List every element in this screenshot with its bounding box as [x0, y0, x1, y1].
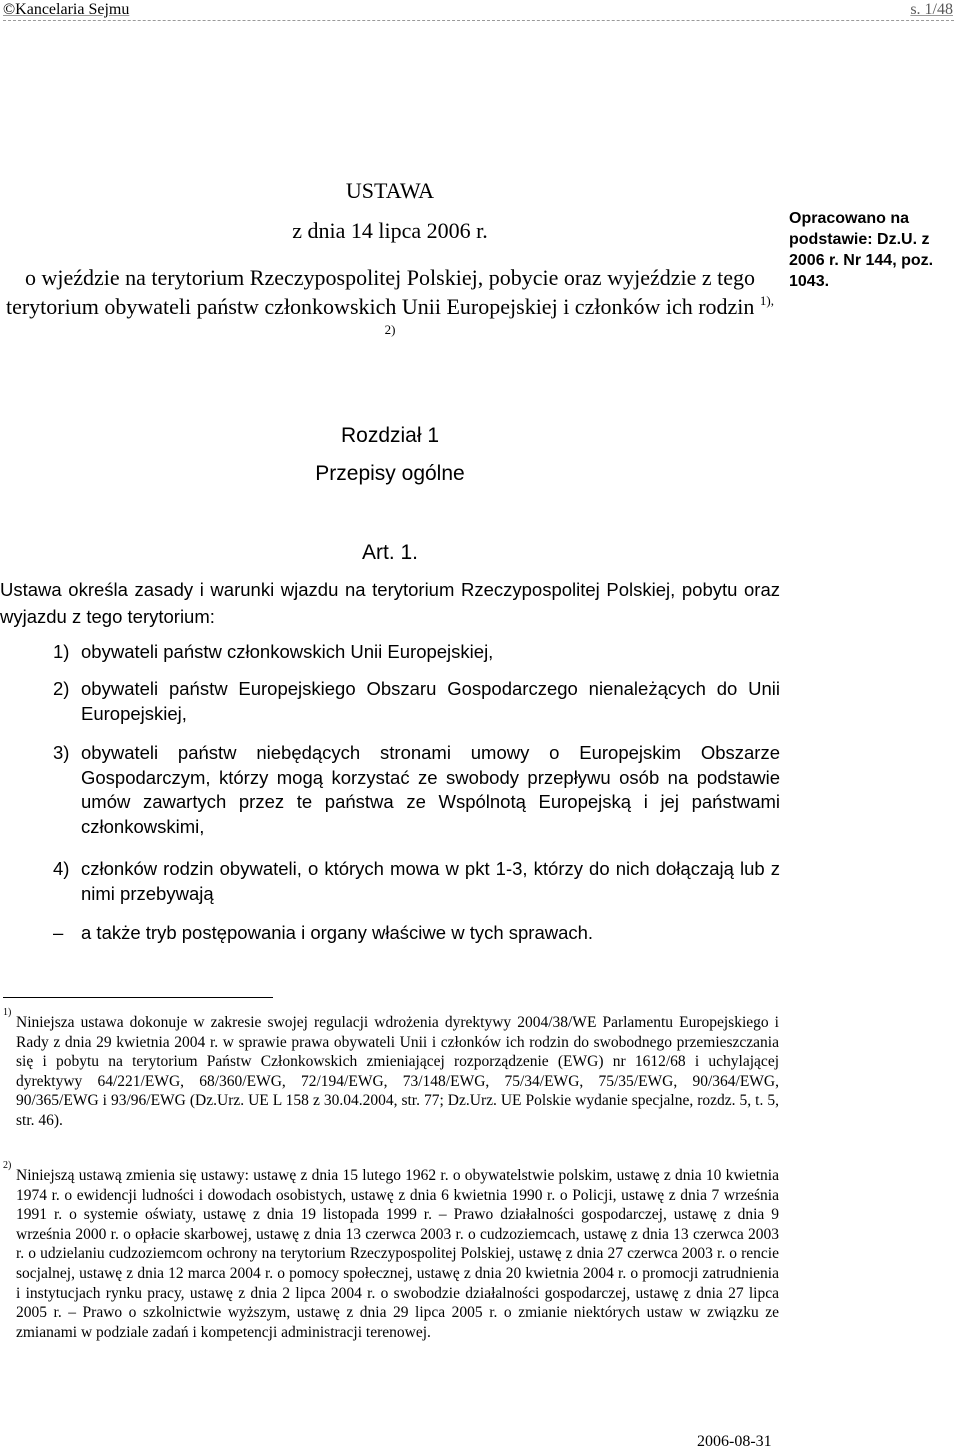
list-item-text: obywateli państw Europejskiego Obszaru Gospodarczego nienależących do Unii Europejskiej,: [81, 678, 780, 724]
document-date: z dnia 14 lipca 2006 r.: [292, 218, 488, 243]
list-item-number: 1): [53, 641, 70, 662]
page-number-text: s. 1/48: [910, 1, 953, 18]
list-item: [53, 857, 780, 906]
list-item-number: 3): [53, 742, 70, 763]
footnote-text: Niniejszą ustawą zmienia się ustawy: ustawę z dnia 15 lutego 1962 r. o obywatelstwie polskim, ustawę z dnia 10 kwietnia 1974 r. o ewidencji ludności i dowodach osobistych, ustawę z dnia 6 kwietnia 1990 r. o Policji, ustawę z dnia 7 września 1991 r. o systemie oświaty, ustawę z dnia 19 listopada 1999 r. – Prawo działalności gospodarczej, ustawę z dnia 9 września 2000 r. o opłacie skarbowej, ustawę z dnia 13 czerwca 2003 r. o cudzoziemcach, ustawę z dnia 13 czerwca 2003 r. o udzielaniu cudzoziemcom ochrony na terytorium Rzeczypospolitej Polskiej, ustawę z dnia 27 czerwca 2003 r. o rencie socjalnej, ustawę z dnia 12 marca 2004 r. o pomocy społecznej, ustawę z dnia 20 kwietnia 2004 r. o promocji zatrudnienia i instytucjach rynku pracy, ustawę z dnia 2 lipca 2004 r. o swobodzie działalności gospodarczej, ustawę z dnia 27 lipca 2005 r. – Prawo o szkolnictwie wyższym, ustawę z dnia 29 lipca 2005 r. o zmianie niektórych ustaw w związku ze zmianami w podziale zadań i kompetencji administracji terenowej.: [16, 1167, 779, 1341]
list-item-number: 4): [53, 858, 70, 879]
list-item: [53, 677, 780, 726]
closing-dash: –: [53, 922, 64, 943]
header-source-text: ©Kancelaria Sejmu: [3, 1, 130, 18]
footer-date: 2006-08-31: [697, 1433, 772, 1450]
document-title-text: o wjeździe na terytorium Rzeczypospolitej Polskiej, pobycie oraz wyjeździe z tego terytorium obywateli państw członkowskich Unii Europejskiej i członków ich rodzin: [5, 265, 756, 319]
header-source: [3, 0, 129, 20]
footnote-text: Niniejsza ustawa dokonuje w zakresie swojej regulacji wdrożenia dyrektywy 2004/38/WE Parlamentu Europejskiego i Rady z dnia 29 kwietnia 2004 r. w sprawie prawa obywateli Unii i członków ich rodzin do swobodnego przemieszczania się i pobytu na terytorium Państw Członkowskich zmieniającej rozporządzenie (EWG) nr 1612/68 i uchylającej dyrektywy 64/221/EWG, 68/360/EWG, 72/194/EWG, 73/148/EWG, 75/34/EWG, 75/35/EWG, 90/364/EWG, 90/365/EWG i 93/96/EWG (Dz.Urz. UE L 158 z 30.04.2004, str. 77; Dz.Urz. UE Polskie wydanie specjalne, rozdz. 5, t. 5, str. 46).: [16, 1014, 779, 1129]
list-item-text: członków rodzin obywateli, o których mowa w pkt 1-3, którzy do nich dołączają lub z nimi przebywają: [81, 858, 780, 904]
closing-text: a także tryb postępowania i organy właściwe w tych sprawach.: [81, 922, 594, 943]
page-number: [910, 0, 953, 20]
list-item-text: obywateli państw niebędących stronami umowy o Europejskim Obszarze Gospodarczym, którzy mogą korzystać ze swobody przepływu osób na podstawie umów zawartych przez te państwa ze Wspólnotą Europejską i jej państwami członkowskimi,: [81, 742, 780, 837]
article-label: Art. 1.: [361, 541, 419, 564]
header-divider: [3, 20, 954, 21]
list-item-number: 2): [53, 678, 70, 699]
source-note: Opracowano na podstawie: Dz.U. z 2006 r. Nr 144, poz. 1043.: [789, 210, 934, 290]
chapter-title: Przepisy ogólne: [315, 462, 465, 485]
document-title: [0, 263, 780, 350]
list-item: [53, 741, 780, 839]
footnote: 2) Niniejszą ustawą zmienia się ustawy: ustawę z dnia 15 lutego 1962 r. o obywatelstwie polskim, ustawę z dnia 10 kwietnia 1974 r. o ewidencji ludności i dowodach osobistych, ustawę z dnia 6 kwietnia 1990 r. o Policji, ustawę z dnia 7 września 1991 r. o systemie oświaty, ustawę z dnia 19 listopada 1999 r. – Prawo działalności gospodarczej, ustawę z dnia 9 września 2000 r. o opłacie skarbowej, ustawę z dnia 13 czerwca 2003 r. o cudzoziemcach, ustawę z dnia 13 czerwca 2003 r. o udzielaniu cudzoziemcom ochrony na terytorium Rzeczypospolitej Polskiej, ustawę z dnia 27 czerwca 2003 r. o rencie socjalnej, ustawę z dnia 12 marca 2004 r. o pomocy społecznej, ustawę z dnia 20 kwietnia 2004 r. o promocji zatrudnienia i instytucjach rynku pracy, ustawę z dnia 2 lipca 2004 r. o swobodzie działalności gospodarczej, ustawę z dnia 27 lipca 2005 r. – Prawo o szkolnictwie wyższym, ustawę z dnia 29 lipca 2005 r. o zmianie niektórych ustaw w związku ze zmianami w podziale zadań i kompetencji administracji terenowej.: [3, 1160, 779, 1341]
chapter-label: Rozdział 1: [340, 424, 440, 447]
title-footnote-refs: 1), 2): [384, 293, 775, 337]
list-item-text: obywateli państw członkowskich Unii Europejskiej,: [81, 641, 494, 662]
document-type: USTAWA: [345, 178, 435, 203]
article-intro: Ustawa określa zasady i warunki wjazdu na terytorium Rzeczypospolitej Polskiej, pobytu oraz wyjazdu z tego terytorium:: [0, 579, 780, 627]
footnote-divider: [3, 997, 273, 998]
article-closing: [53, 921, 593, 945]
footnote: 1) Niniejsza ustawa dokonuje w zakresie swojej regulacji wdrożenia dyrektywy 2004/38/WE Parlamentu Europejskiego i Rady z dnia 29 kwietnia 2004 r. w sprawie prawa obywateli Unii i członków ich rodzin do swobodnego przemieszczania się i pobytu na terytorium Państw Członkowskich zmieniającej rozporządzenie (EWG) nr 1612/68 i uchylającej dyrektywy 64/221/EWG, 68/360/EWG, 72/194/EWG, 73/148/EWG, 75/34/EWG, 75/35/EWG, 90/364/EWG, 90/365/EWG i 93/96/EWG (Dz.Urz. UE L 158 z 30.04.2004, str. 77; Dz.Urz. UE Polskie wydanie specjalne, rozdz. 5, t. 5, str. 46).: [3, 1007, 779, 1129]
list-item: [53, 640, 780, 665]
